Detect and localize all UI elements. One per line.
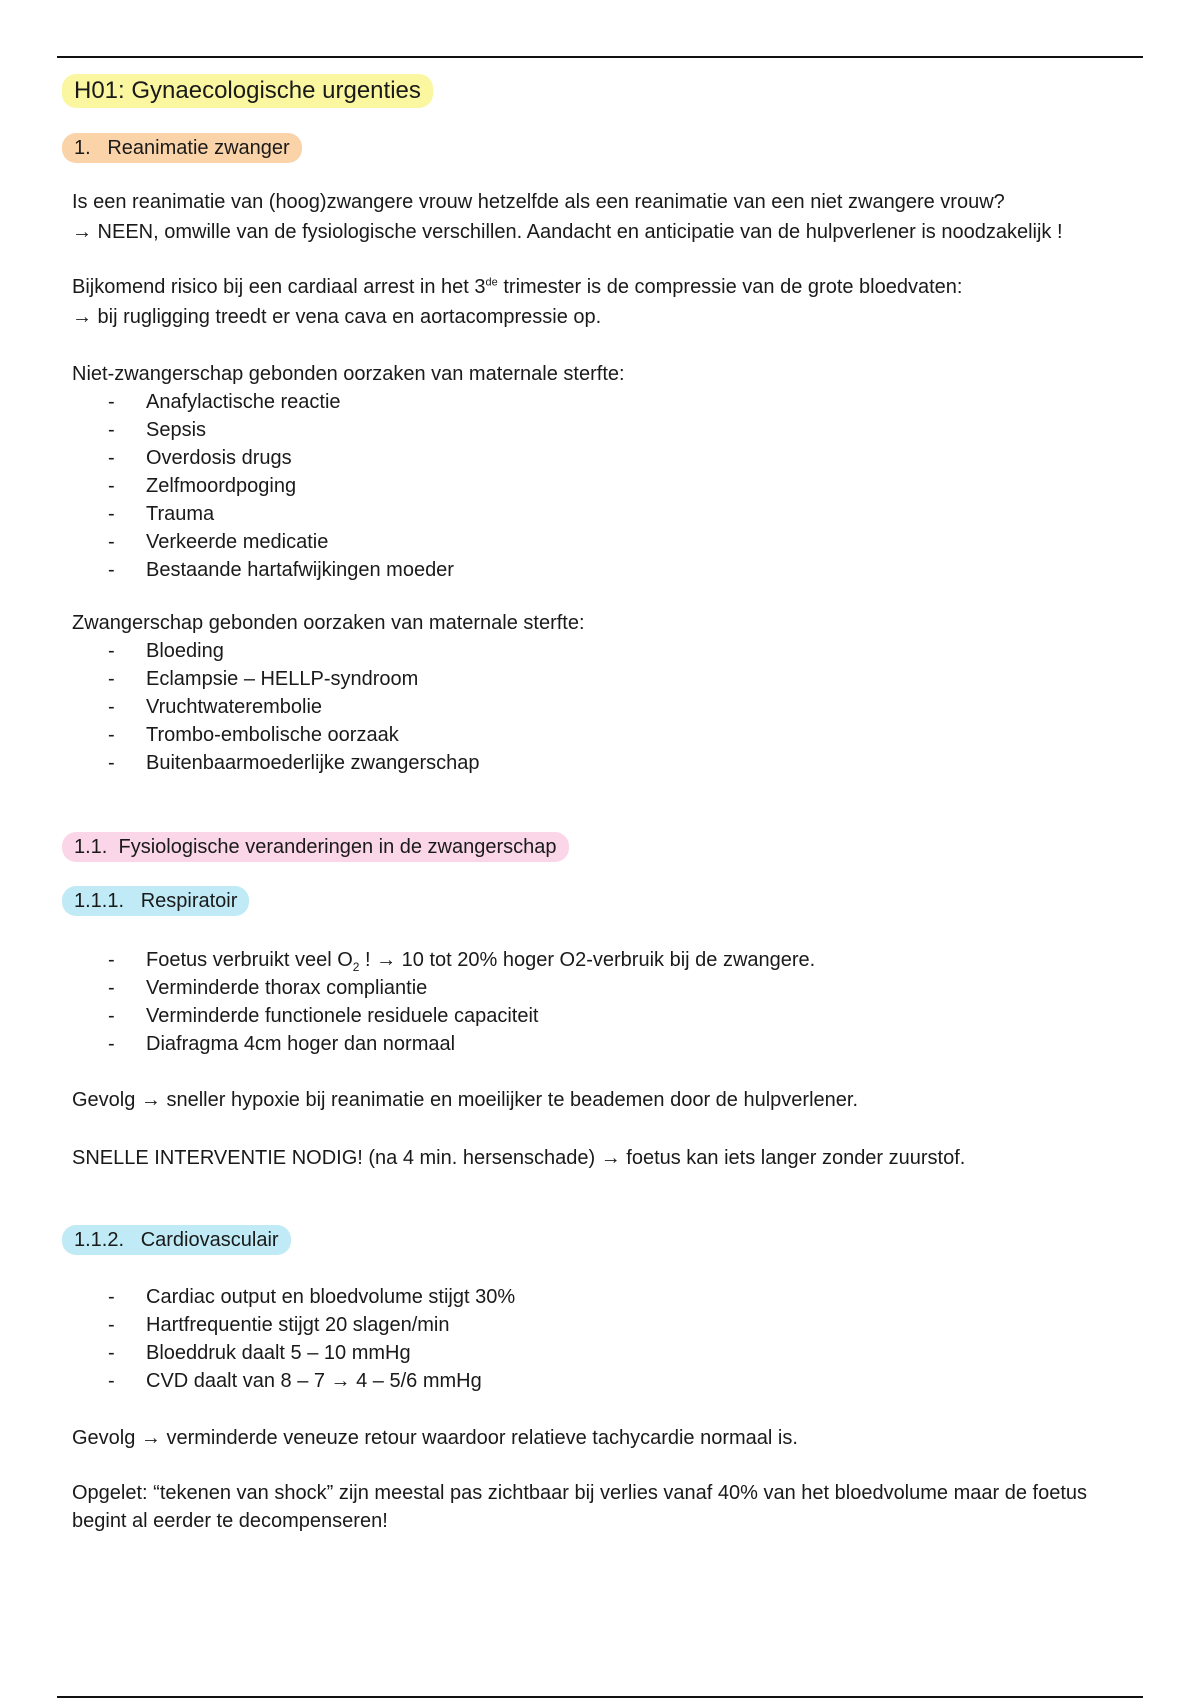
answer-text: → NEEN, omwille van de fysiologische verschillen. Aandacht en anticipatie van de hulpverlener is noodzakelijk !: [72, 221, 1063, 243]
cardiovascular-consequence: Gevolg → verminderde veneuze retour waardoor relatieve tachycardie normaal is.: [72, 1427, 798, 1449]
section-1-1-1-heading: 1.1.1. Respiratoir: [62, 886, 249, 916]
list-item: - Trombo-embolische oorzaak: [72, 721, 585, 749]
intro-paragraph: [72, 187, 1063, 247]
pregnancy-title: Zwangerschap gebonden oorzaken van maternale sterfte:: [72, 612, 585, 634]
section-1-1-heading: 1.1. Fysiologische veranderingen in de zwangerschap: [62, 832, 569, 862]
shock-warning: [72, 1479, 1087, 1535]
list-item: - Trauma: [72, 500, 625, 528]
respiratory-consequence: Gevolg → sneller hypoxie bij reanimatie en moeilijker te beademen door de hulpverlener.: [72, 1089, 858, 1111]
list-item: - Verminderde thorax compliantie: [72, 974, 815, 1002]
risk-superscript: de: [485, 276, 498, 289]
list-item: - Sepsis: [72, 416, 625, 444]
risk-paragraph: [72, 272, 962, 332]
pregnancy-block: [72, 609, 585, 777]
list-item: - Zelfmoordpoging: [72, 472, 625, 500]
section-1-1-1-heading-block: [62, 886, 249, 916]
o2-subscript: 2: [352, 960, 360, 974]
question-text: Is een reanimatie van (hoog)zwangere vrouw hetzelfde als een reanimatie van een niet zwangere vrouw?: [72, 191, 1005, 213]
pregnancy-list: [72, 637, 585, 777]
list-item: - Overdosis drugs: [72, 444, 625, 472]
list-item: - Verkeerde medicatie: [72, 528, 625, 556]
list-item: - Vruchtwaterembolie: [72, 693, 585, 721]
top-rule: [57, 56, 1143, 58]
urgent-intervention-text: SNELLE INTERVENTIE NODIG! (na 4 min. hersenschade) → foetus kan iets langer zonder zuurstof.: [72, 1147, 966, 1169]
non-pregnancy-title: Niet-zwangerschap gebonden oorzaken van maternale sterfte:: [72, 363, 625, 385]
bottom-rule: [57, 1696, 1143, 1698]
list-item: - Bestaande hartafwijkingen moeder: [72, 556, 625, 584]
chapter-title-block: [62, 74, 433, 108]
shock-warning-line-1: Opgelet: “tekenen van shock” zijn meestal pas zichtbaar bij verlies vanaf 40% van het bloedvolume maar de foetus: [72, 1482, 1087, 1504]
non-pregnancy-block: [72, 360, 625, 584]
section-1-1-2-heading: 1.1.2. Cardiovasculair: [62, 1225, 291, 1255]
cardiovascular-block: [72, 1283, 515, 1395]
non-pregnancy-list: [72, 388, 625, 584]
risk-text: Bijkomend risico bij een cardiaal arrest in het 3de trimester is de compressie van de grote bloedvaten:: [72, 276, 963, 298]
list-item: - Anafylactische reactie: [72, 388, 625, 416]
shock-warning-line-2: begint al eerder te decompenseren!: [72, 1510, 388, 1532]
list-item: - Foetus verbruikt veel $O_2$ ! → 10 tot 20% hoger O2-verbruik bij de zwangere.: [72, 946, 815, 974]
list-item: - Buitenbaarmoederlijke zwangerschap: [72, 749, 585, 777]
list-item: - Cardiac output en bloedvolume stijgt 30%: [72, 1283, 515, 1311]
respiratory-block: [72, 946, 815, 1058]
section-1-heading-block: [62, 133, 302, 163]
section-1-1-heading-block: [62, 832, 569, 862]
list-item: - Bloeding: [72, 637, 585, 665]
section-1-heading: 1. Reanimatie zwanger: [62, 133, 302, 163]
respiratory-list: [72, 946, 815, 1058]
list-item: - Eclampsie – HELLP-syndroom: [72, 665, 585, 693]
list-item: - Hartfrequentie stijgt 20 slagen/min: [72, 1311, 515, 1339]
list-item: - Verminderde functionele residuele capaciteit: [72, 1002, 815, 1030]
section-1-1-2-heading-block: [62, 1225, 291, 1255]
cardiovascular-list: [72, 1283, 515, 1395]
chapter-title: H01: Gynaecologische urgenties: [62, 74, 433, 108]
list-item: - Diafragma 4cm hoger dan normaal: [72, 1030, 815, 1058]
risk-arrow-text: → bij rugligging treedt er vena cava en aortacompressie op.: [72, 306, 602, 328]
list-item: - Bloeddruk daalt 5 – 10 mmHg: [72, 1339, 515, 1367]
list-item: - CVD daalt van 8 – 7 → 4 – 5/6 mmHg: [72, 1367, 515, 1395]
